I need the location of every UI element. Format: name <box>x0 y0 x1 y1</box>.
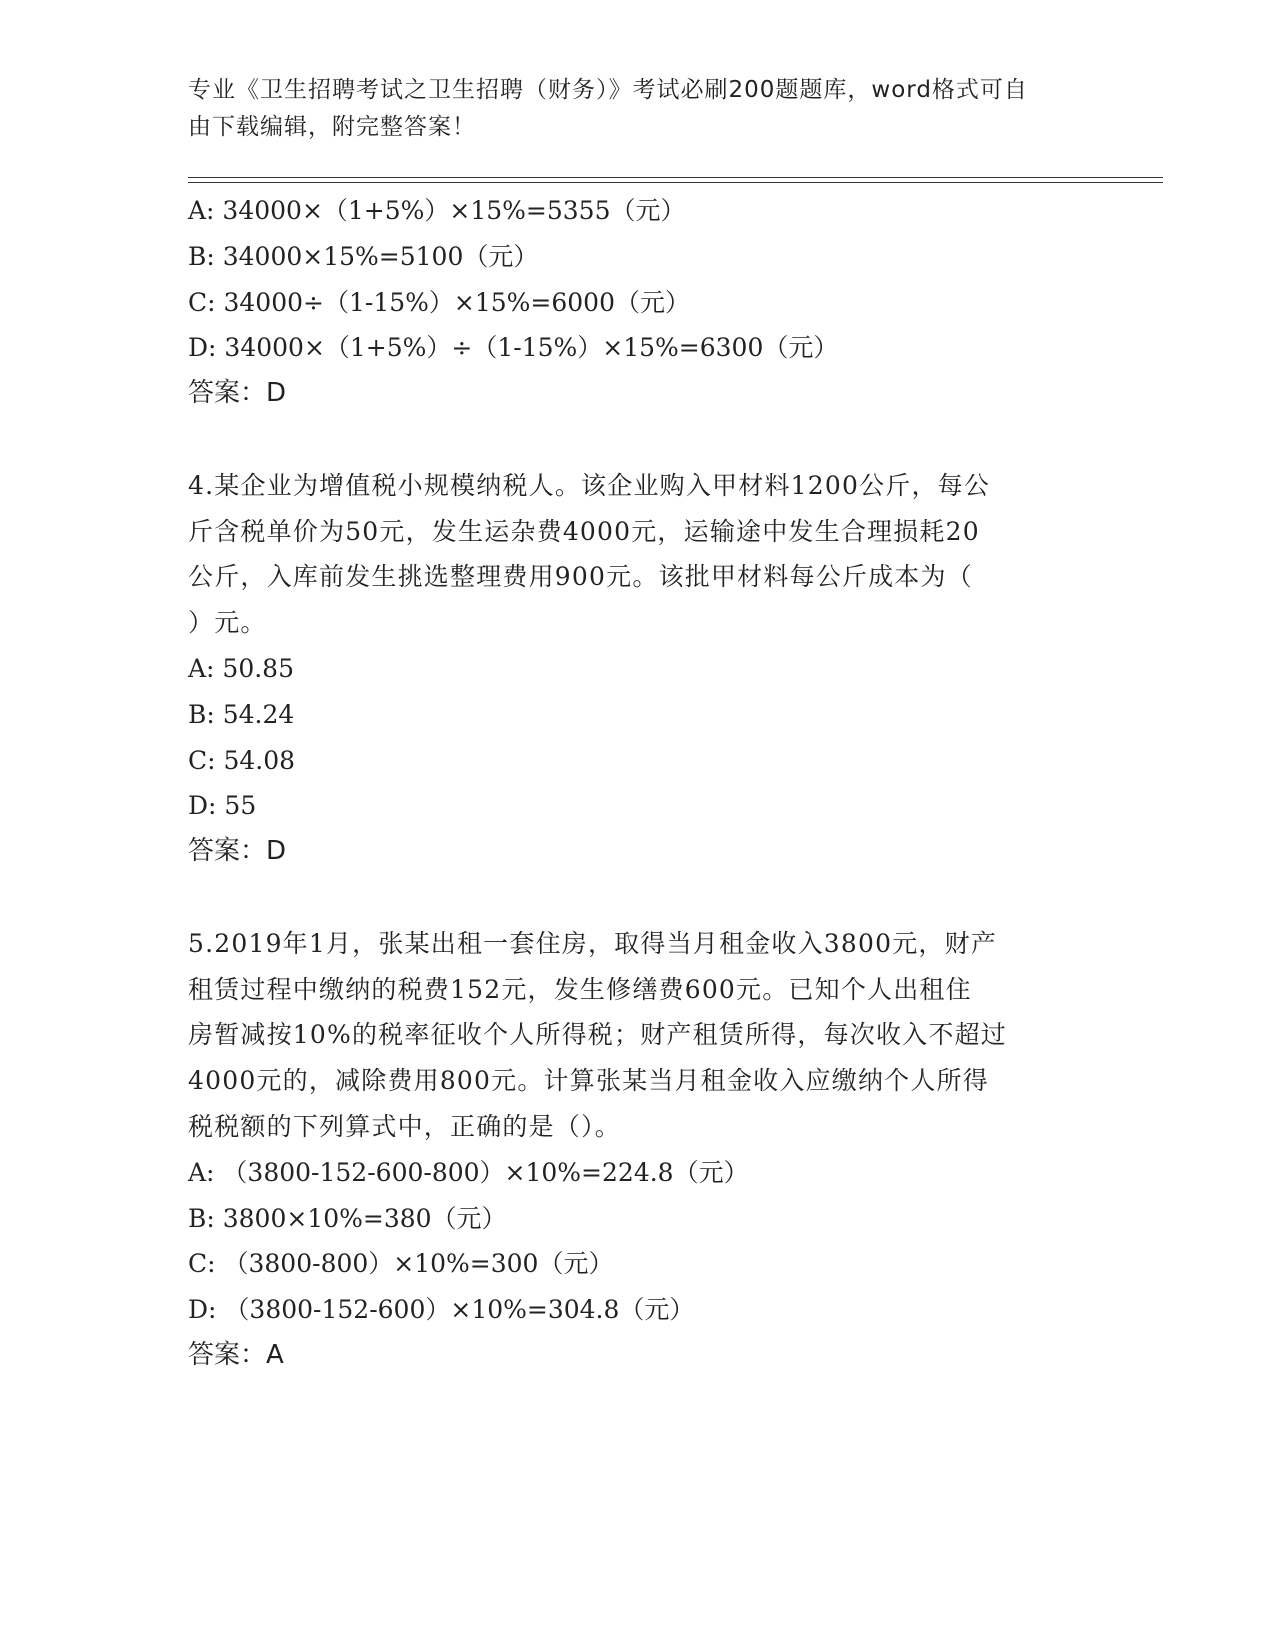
question-3-option-a: A: 34000×（1+5%）×15%=5355（元） <box>188 196 686 225</box>
question-4-text-line: 4.某企业为增值税小规模纳税人。该企业购入甲材料1200公斤，每公 <box>188 470 991 500</box>
header-line-1: 专业《卫生招聘考试之卫生招聘（财务）》考试必刷200题题库，word格式可自 <box>188 77 1028 103</box>
question-5-option-b: B: 3800×10%=380（元） <box>188 1203 507 1233</box>
question-4-option-a: A: 50.85 <box>188 653 294 683</box>
question-5-text-line: 4000元的，减除费用800元。计算张某当月租金收入应缴纳个人所得 <box>188 1066 989 1096</box>
question-3-option-b: B: 34000×15%=5100（元） <box>188 241 539 271</box>
question-5-text-line: 税税额的下列算式中，正确的是（）。 <box>188 1111 621 1141</box>
question-5-text <box>188 921 1088 1150</box>
header-line-2: 由下载编辑，附完整答案！ <box>188 114 476 140</box>
document-body <box>188 188 1088 1379</box>
question-4-text-line: 斤含税单价为50元，发生运杂费4000元，运输途中发生合理损耗20 <box>188 516 980 546</box>
header-divider-bottom <box>188 182 1163 183</box>
question-4-text <box>188 463 1088 646</box>
question-5-text-line: 租赁过程中缴纳的税费152元，发生修缮费600元。已知个人出租住 <box>188 974 972 1004</box>
question-3-option-d: D: 34000×（1+5%）÷（1-15%）×15%=6300（元） <box>188 333 839 363</box>
spacer <box>188 417 1088 463</box>
question-5 <box>188 921 1088 1379</box>
question-5-text-line: 房暂减按10%的税率征收个人所得税；财产租赁所得，每次收入不超过 <box>188 1020 1007 1050</box>
question-5-text-line: 5.2019年1月，张某出租一套住房，取得当月租金收入3800元，财产 <box>188 928 998 958</box>
question-4 <box>188 463 1088 875</box>
question-4-text-line: ）元。 <box>188 608 267 638</box>
question-4-text-line: 公斤，入库前发生挑选整理费用900元。该批甲材料每公斤成本为（ <box>188 562 973 592</box>
question-3-answer: 答案：D <box>188 378 287 409</box>
question-5-option-d: D: （3800-152-600）×10%=304.8（元） <box>188 1295 695 1325</box>
question-4-option-d: D: 55 <box>188 791 257 821</box>
question-3 <box>188 188 1088 417</box>
header-divider-top <box>188 177 1163 178</box>
question-5-option-a: A: （3800-152-600-800）×10%=224.8（元） <box>188 1157 749 1187</box>
question-4-answer: 答案：D <box>188 836 287 867</box>
question-4-option-c: C: 54.08 <box>188 745 296 775</box>
question-5-answer: 答案：A <box>188 1339 284 1370</box>
question-5-option-c: C: （3800-800）×10%=300（元） <box>188 1249 614 1279</box>
question-4-option-b: B: 54.24 <box>188 699 295 729</box>
document-header <box>188 72 1068 146</box>
question-3-option-c: C: 34000÷（1-15%）×15%=6000（元） <box>188 287 690 317</box>
spacer <box>188 875 1088 921</box>
